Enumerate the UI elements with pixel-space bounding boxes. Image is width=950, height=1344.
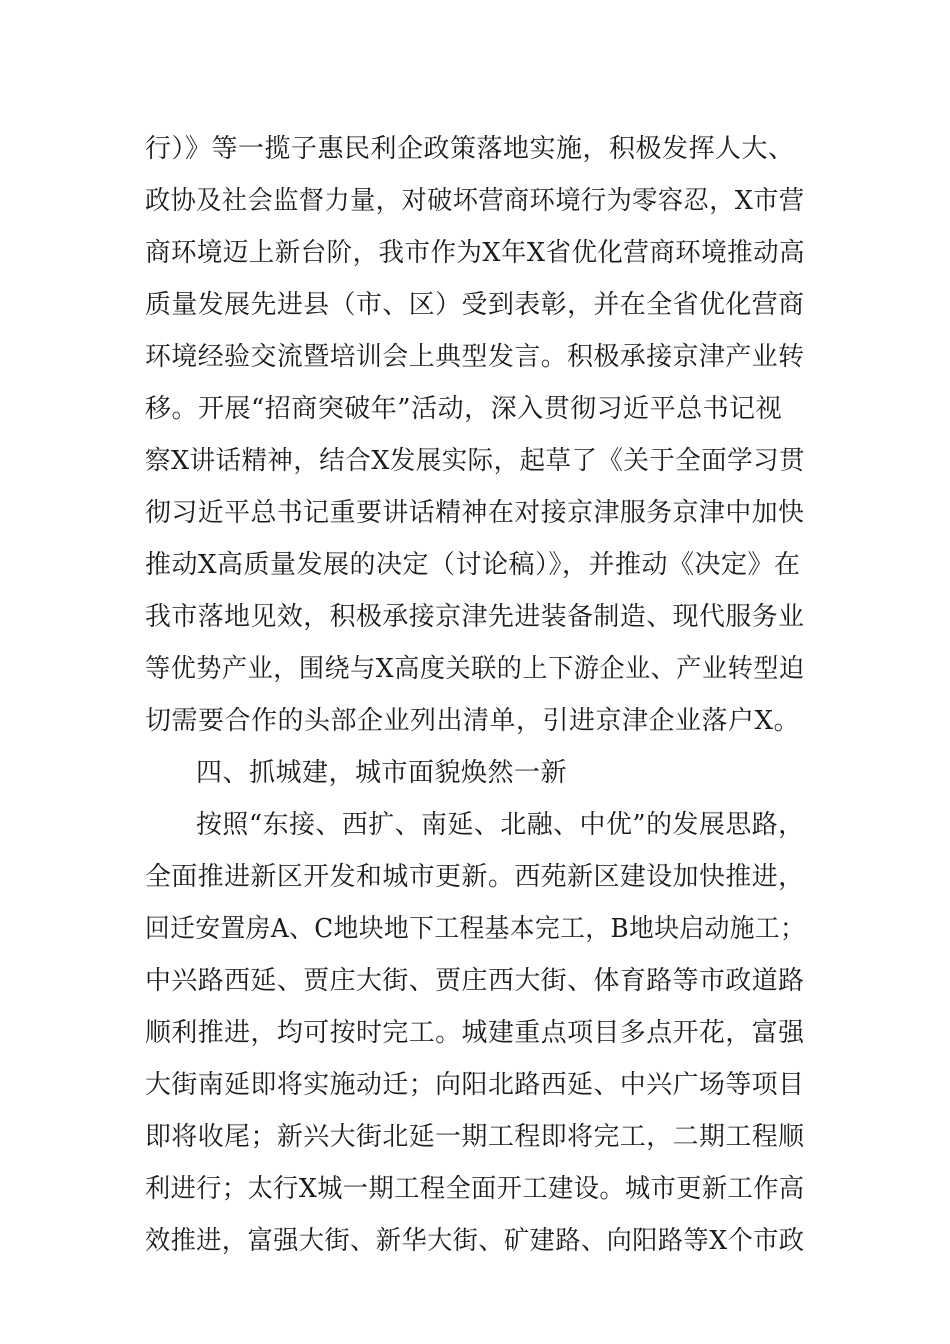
body-text-line: 顺利推进，均可按时完工。城建重点项目多点开花，富强 — [145, 1018, 805, 1048]
body-text-line: 切需要合作的头部企业列出清单，引进京津企业落户X。 — [145, 706, 801, 736]
body-text-line: 政协及社会监督力量，对破坏营商环境行为零容忍，X市营 — [145, 186, 805, 216]
body-text-line: 即将收尾；新兴大街北延一期工程即将完工，二期工程顺 — [145, 1122, 805, 1152]
body-text-line: 环境经验交流暨培训会上典型发言。积极承接京津产业转 — [145, 342, 805, 372]
section-heading: 四、抓城建，城市面貌焕然一新 — [196, 758, 568, 788]
body-text-line: 彻习近平总书记重要讲话精神在对接京津服务京津中加快 — [145, 498, 805, 528]
body-text-line: 效推进，富强大街、新华大街、矿建路、向阳路等X个市政 — [145, 1226, 805, 1256]
body-text-line: 等优势产业，围绕与X高度关联的上下游企业、产业转型迫 — [145, 654, 805, 684]
paragraph-first-line: 按照“东接、西扩、南延、北融、中优”的发展思路， — [196, 810, 805, 840]
body-text-line: 利进行；太行X城一期工程全面开工建设。城市更新工作高 — [145, 1174, 805, 1204]
body-text-line: 中兴路西延、贾庄大街、贾庄西大街、体育路等市政道路 — [145, 966, 805, 996]
body-text-line: 商环境迈上新台阶，我市作为X年X省优化营商环境推动高 — [145, 238, 806, 268]
body-text-line: 移。开展“招商突破年”活动，深入贯彻习近平总书记视 — [145, 394, 783, 424]
body-text-line: 质量发展先进县（市、区）受到表彰，并在全省优化营商 — [145, 290, 805, 320]
body-text-line: 行）》等一揽子惠民利企政策落地实施，积极发挥人大、 — [145, 134, 795, 164]
body-text-line: 全面推进新区开发和城市更新。西苑新区建设加快推进， — [145, 862, 805, 892]
body-text-line: 大街南延即将实施动迁；向阳北路西延、中兴广场等项目 — [145, 1070, 805, 1100]
body-text-line: 察X讲话精神，结合X发展实际，起草了《关于全面学习贯 — [145, 446, 806, 476]
body-text-line: 推动X高质量发展的决定（讨论稿）》，并推动《决定》在 — [145, 550, 801, 580]
body-text-line: 回迁安置房A、C地块地下工程基本完工，B地块启动施工； — [145, 914, 806, 944]
body-text-line: 我市落地见效，积极承接京津先进装备制造、现代服务业 — [145, 602, 805, 632]
